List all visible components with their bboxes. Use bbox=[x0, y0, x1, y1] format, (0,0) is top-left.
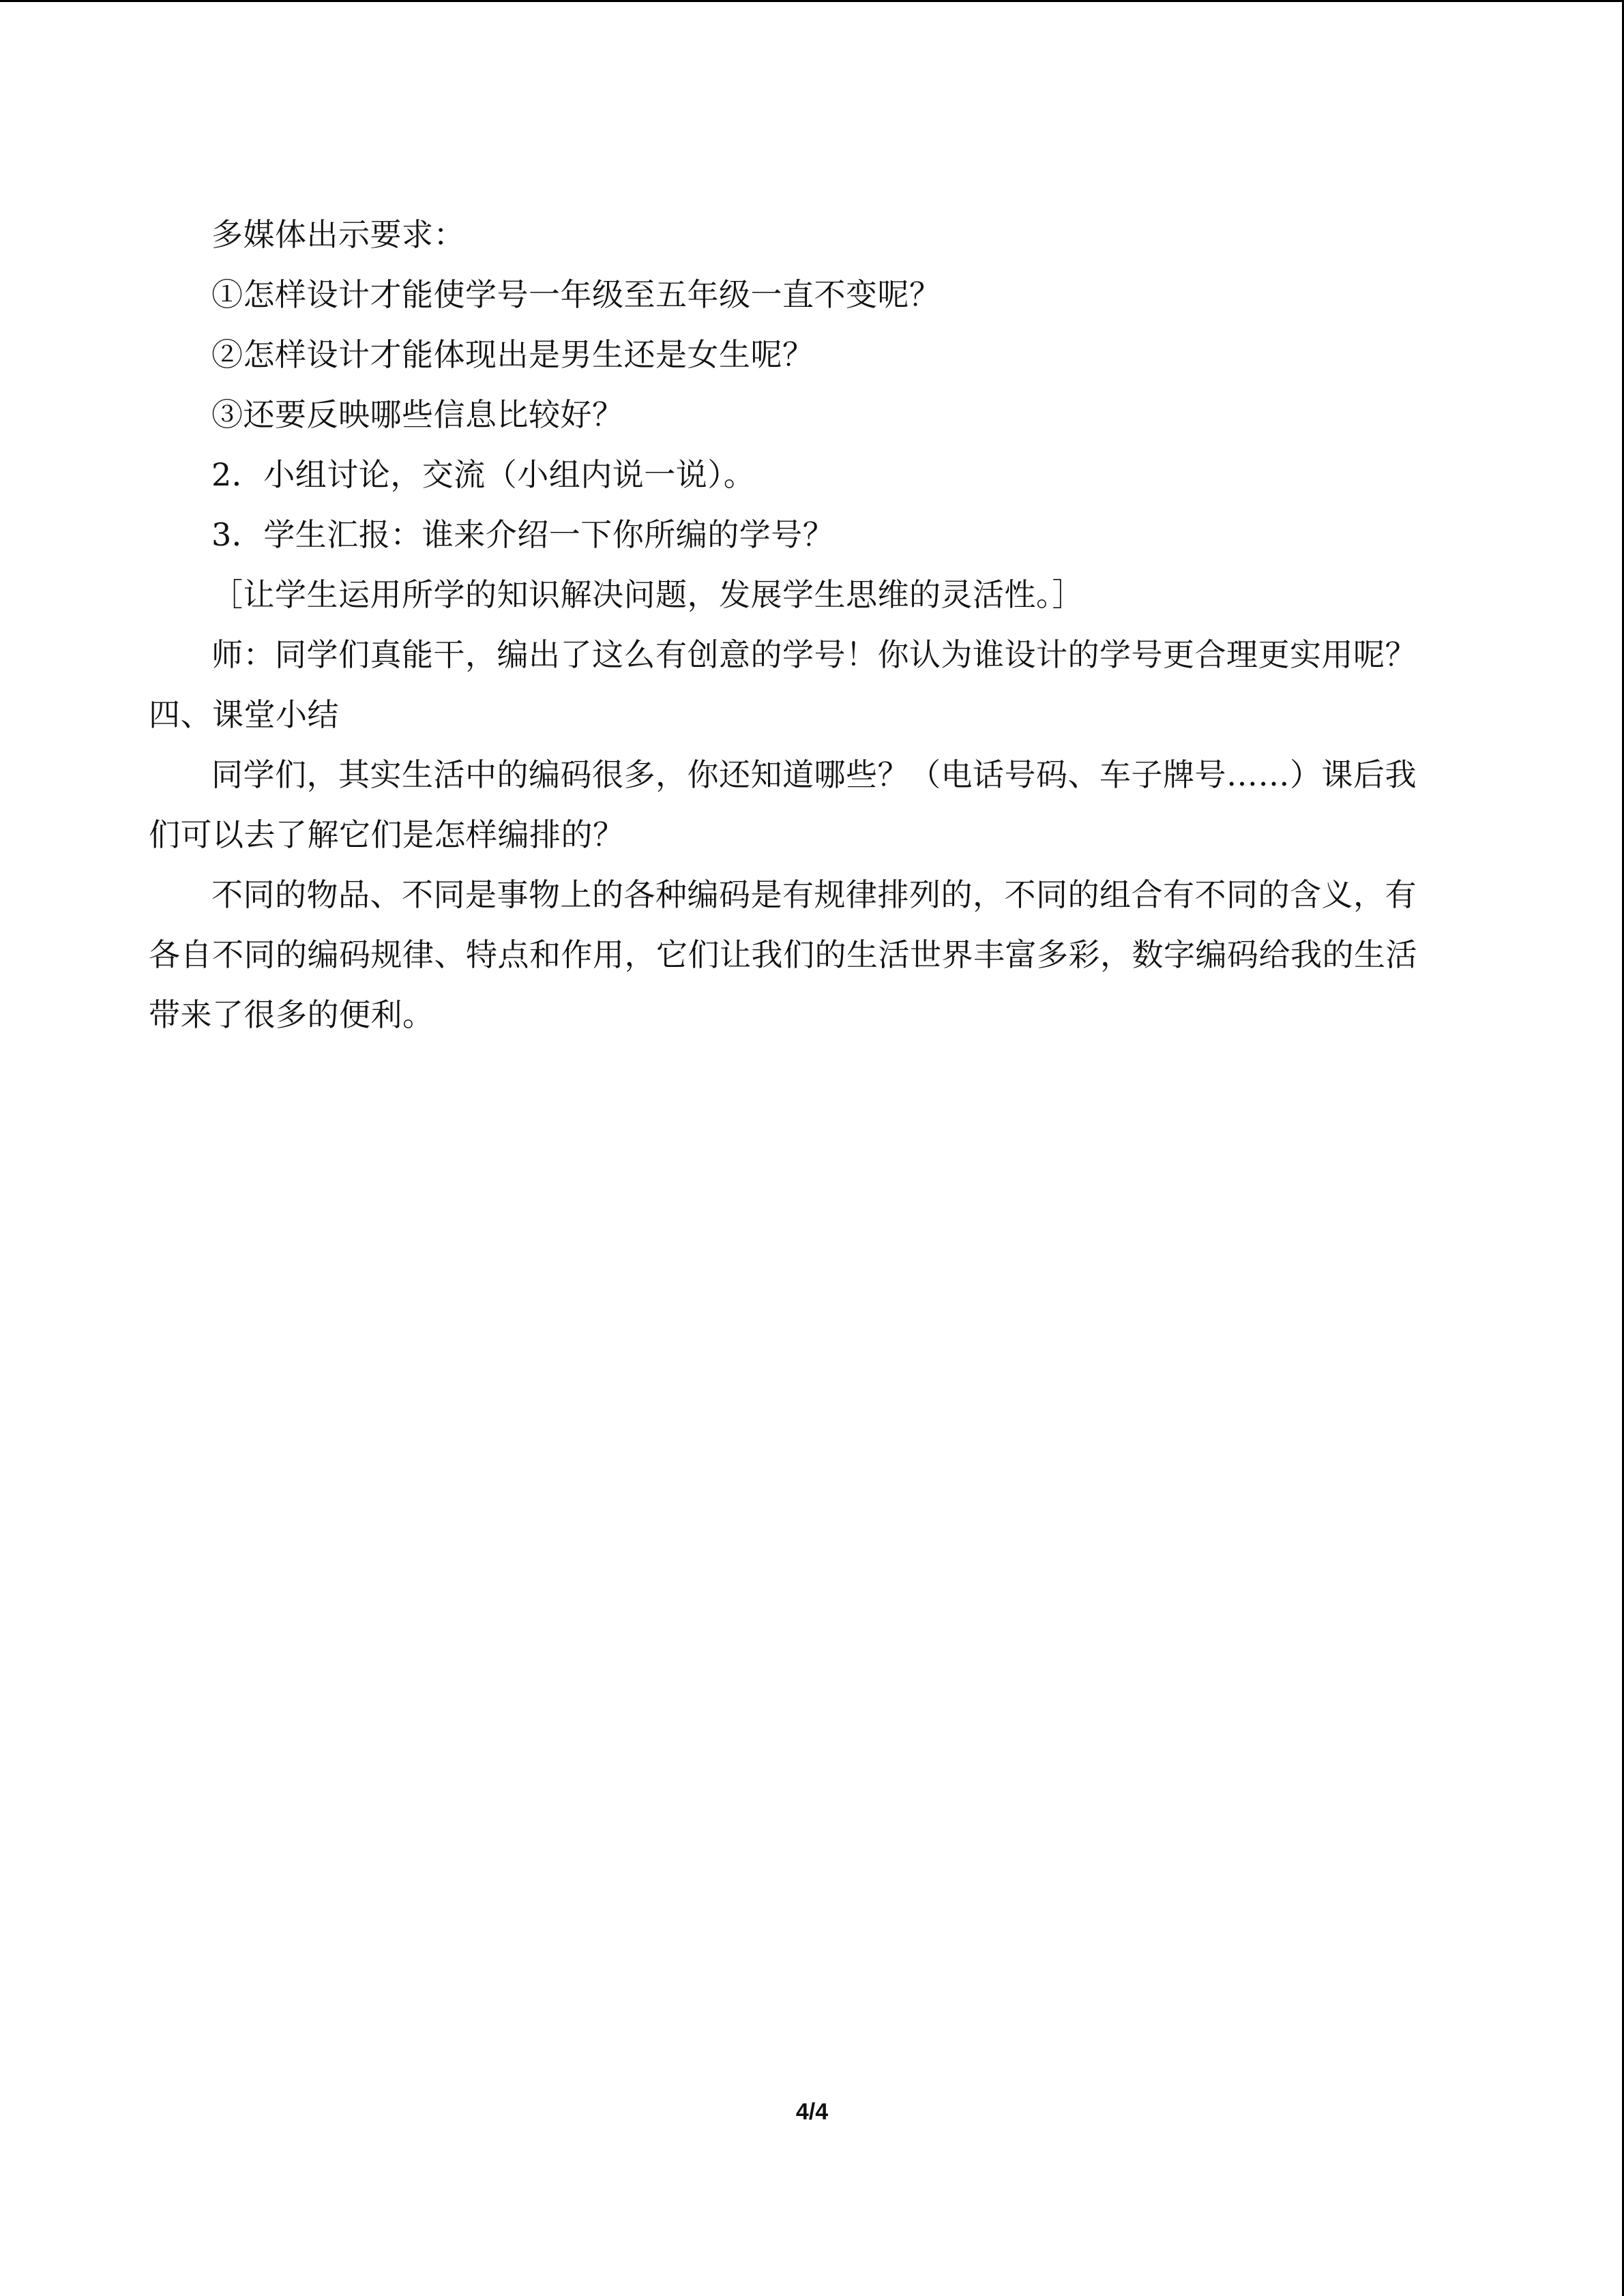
text-line: 多媒体出示要求： bbox=[211, 216, 465, 253]
text-line: 们可以去了解它们是怎样编排的？ bbox=[149, 816, 625, 853]
text-line: ③还要反映哪些信息比较好？ bbox=[211, 396, 624, 433]
section-heading: 四、课堂小结 bbox=[149, 696, 339, 733]
document-body bbox=[149, 205, 1458, 1045]
text-line: ①怎样设计才能使学号一年级至五年级一直不变呢？ bbox=[211, 276, 941, 313]
text-line: 2．小组讨论，交流（小组内说一说）。 bbox=[211, 456, 756, 493]
text-line: 3．学生汇报：谁来介绍一下你所编的学号？ bbox=[211, 516, 835, 553]
text-line: 各自不同的编码规律、特点和作用，它们让我们的生活世界丰富多彩，数字编码给我的生活 bbox=[149, 936, 1417, 973]
text-line: 带来了很多的便利。 bbox=[149, 996, 434, 1033]
page-top-border bbox=[0, 0, 1624, 2]
text-line: 同学们，其实生活中的编码很多，你还知道哪些？（电话号码、车子牌号……）课后我 bbox=[211, 756, 1417, 793]
text-line: 师：同学们真能干，编出了这么有创意的学号！你认为谁设计的学号更合理更实用呢？ bbox=[211, 636, 1417, 673]
page-number: 4/4 bbox=[795, 2099, 829, 2125]
text-line: ［让学生运用所学的知识解决问题，发展学生思维的灵活性。］ bbox=[211, 576, 1084, 613]
text-line: ②怎样设计才能体现出是男生还是女生呢？ bbox=[211, 336, 814, 373]
text-line: 不同的物品、不同是事物上的各种编码是有规律排列的，不同的组合有不同的含义，有 bbox=[211, 876, 1417, 913]
